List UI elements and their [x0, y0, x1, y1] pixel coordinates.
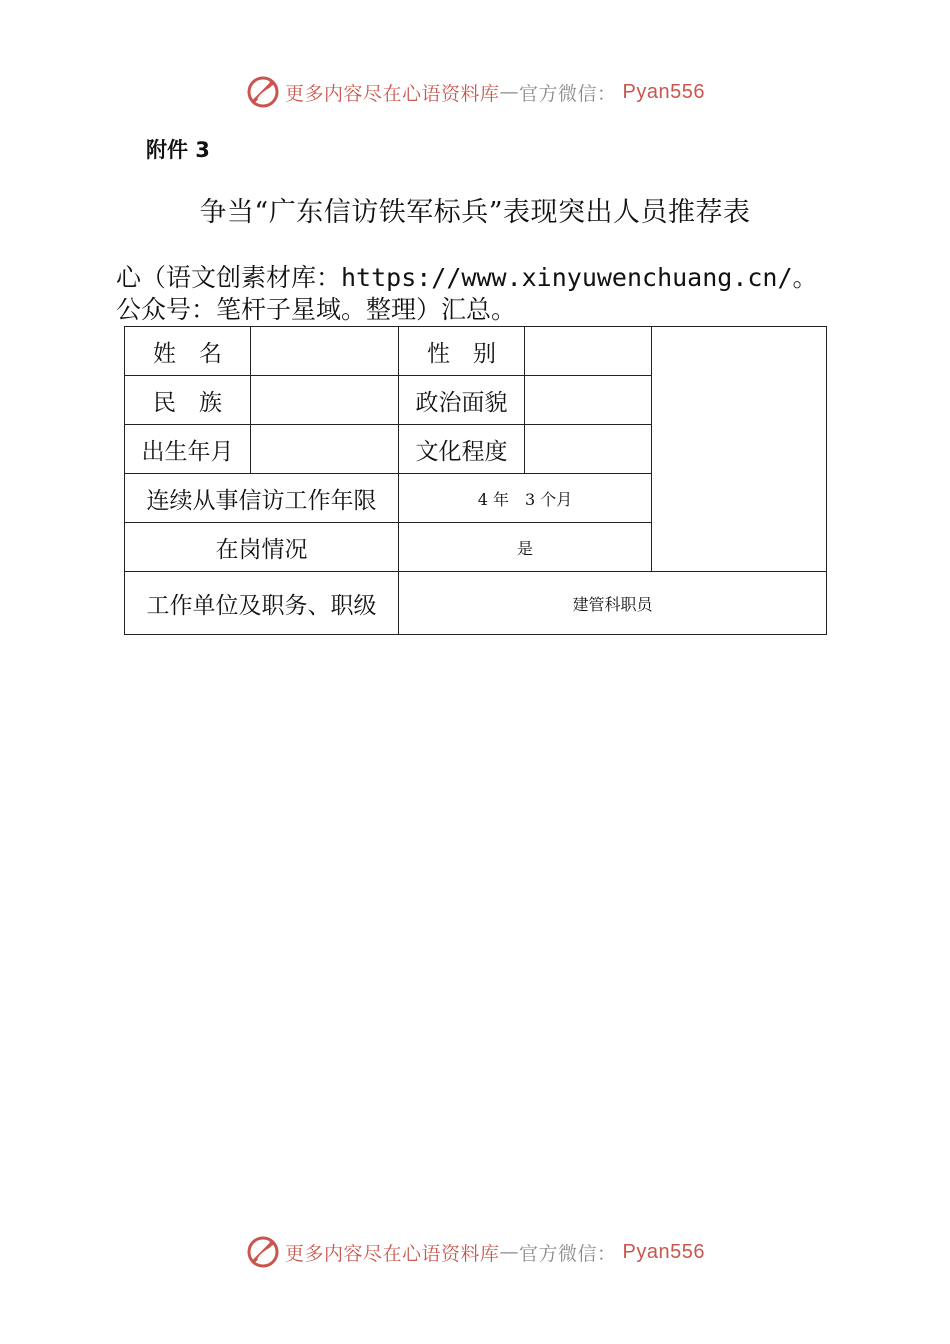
banner-red-text: 更多内容尽在心语资料库: [285, 1242, 500, 1265]
banner-gray-text: 官方微信：: [519, 82, 617, 105]
banner-dash: —: [499, 1241, 520, 1263]
table-row: [125, 327, 827, 376]
ethnicity-label: 民 族: [125, 376, 251, 425]
gender-label: 性 别: [399, 327, 525, 376]
birth-date-field[interactable]: [251, 425, 399, 474]
attachment-label: 附件 3: [146, 138, 210, 162]
political-status-field[interactable]: [525, 376, 652, 425]
footer-watermark-banner: [0, 1234, 950, 1270]
photo-cell[interactable]: [652, 327, 827, 572]
gender-field[interactable]: [525, 327, 652, 376]
brand-logo-icon: [245, 1234, 281, 1270]
banner-red-text: 更多内容尽在心语资料库: [285, 82, 500, 105]
work-unit-position-field[interactable]: 建管科职员: [399, 572, 827, 635]
banner-wechat-id: Pyan556: [622, 80, 705, 103]
ethnicity-field[interactable]: [251, 376, 399, 425]
header-watermark-banner: [0, 74, 950, 110]
source-note: [116, 262, 916, 326]
on-duty-field[interactable]: 是: [399, 523, 652, 572]
banner-dash: —: [499, 81, 520, 103]
page-title: 争当“广东信访铁军标兵”表现突出人员推荐表: [199, 197, 751, 228]
education-label: 文化程度: [399, 425, 525, 474]
political-status-label: 政治面貌: [399, 376, 525, 425]
name-label: 姓 名: [125, 327, 251, 376]
birth-date-label: 出生年月: [125, 425, 251, 474]
source-note-line1: 心（语文创素材库：https://www.xinyuwenchuang.cn/。: [116, 263, 818, 292]
banner-wechat-id: Pyan556: [622, 1240, 705, 1263]
service-years-label: 连续从事信访工作年限: [125, 474, 399, 523]
service-years-field[interactable]: 4 年 3 个月: [399, 474, 652, 523]
banner-gray-text: 官方微信：: [519, 1242, 617, 1265]
recommendation-form-table: [124, 326, 827, 635]
table-row: [125, 572, 827, 635]
source-note-line2: 公众号：笔杆子星域。整理）汇总。: [116, 295, 517, 324]
brand-logo-icon: [245, 74, 281, 110]
on-duty-label: 在岗情况: [125, 523, 399, 572]
education-field[interactable]: [525, 425, 652, 474]
work-unit-position-label: 工作单位及职务、职级: [125, 572, 399, 635]
name-field[interactable]: [251, 327, 399, 376]
